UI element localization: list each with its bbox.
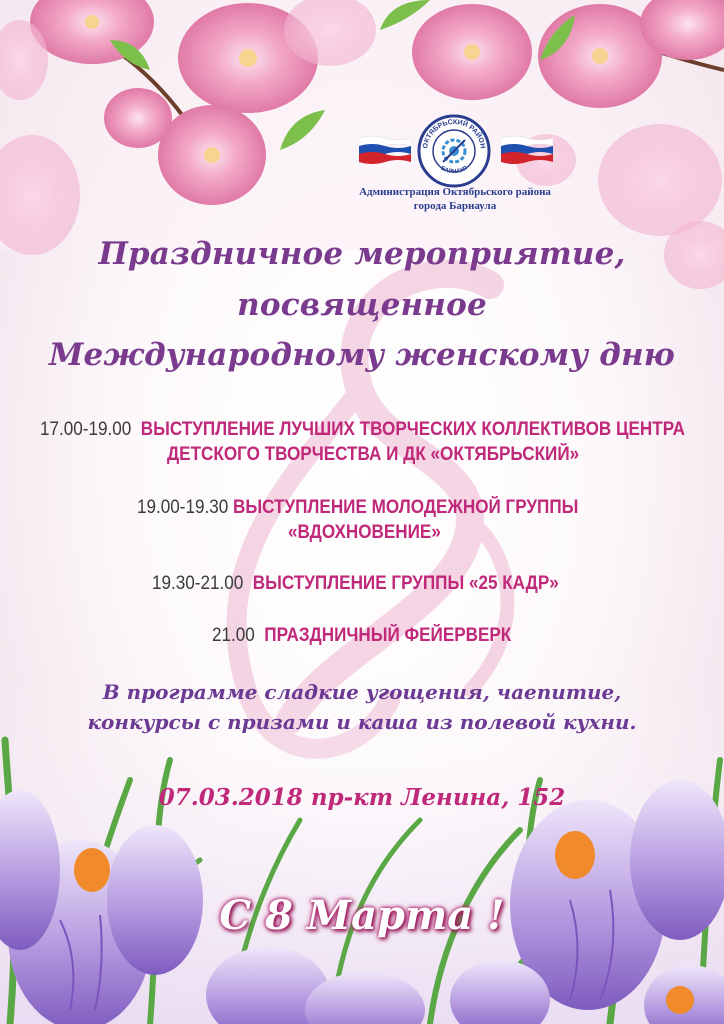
schedule-item-1 bbox=[40, 419, 685, 441]
schedule-activity: ПРАЗДНИЧНЫЙ ФЕЙЕРВЕРК bbox=[264, 625, 512, 646]
schedule-time: 17.00-19.00 bbox=[40, 419, 132, 440]
emblem-text-bottom: БАРНАУЛ bbox=[439, 165, 469, 176]
date-place: 07.03.2018 пр-кт Ленина, 152 bbox=[158, 784, 566, 811]
schedule-time: 19.30-21.00 bbox=[152, 573, 244, 594]
schedule-item-3 bbox=[152, 573, 559, 595]
schedule-time: 21.00 bbox=[212, 625, 255, 646]
program-note-line-2: конкурсы с призами и каша из полевой кухни. bbox=[87, 710, 637, 734]
headline-line-3: Международному женскому дню bbox=[48, 337, 676, 373]
schedule-activity: ВЫСТУПЛЕНИЕ МОЛОДЕЖНОЙ ГРУППЫ bbox=[233, 497, 579, 518]
schedule-activity: ВЫСТУПЛЕНИЕ ГРУППЫ «25 КАДР» bbox=[252, 573, 559, 594]
schedule-activity: ВЫСТУПЛЕНИЕ ЛУЧШИХ ТВОРЧЕСКИХ КОЛЛЕКТИВОВ ЦЕНТРА bbox=[140, 419, 685, 440]
schedule-activity-cont: ДЕТСКОГО ТВОРЧЕСТВА И ДК «ОКТЯБРЬСКИЙ» bbox=[167, 444, 580, 465]
schedule-activity-cont: «ВДОХНОВЕНИЕ» bbox=[288, 522, 441, 543]
schedule-item-4 bbox=[212, 625, 511, 647]
greeting-title: С 8 Марта ! bbox=[219, 892, 505, 939]
admin-line-2: города Барнаула bbox=[413, 200, 497, 212]
schedule-item-2 bbox=[137, 497, 578, 519]
schedule-item-2-cont bbox=[288, 522, 441, 544]
program-note-line-1: В программе сладкие угощения, чаепитие, bbox=[102, 680, 622, 704]
headline-line-1: Праздничное мероприятие, bbox=[98, 236, 626, 272]
emblem-text-top: ОКТЯБРЬСКИЙ РАЙОН bbox=[422, 118, 486, 150]
russian-flag-icon bbox=[501, 134, 553, 164]
schedule-time: 19.00-19.30 bbox=[137, 497, 229, 518]
russian-flag-icon bbox=[359, 134, 411, 164]
admin-line-1: Администрация Октябрьского района bbox=[359, 186, 551, 198]
district-logo bbox=[355, 112, 555, 212]
schedule-item-1-cont bbox=[167, 444, 579, 466]
district-emblem-icon bbox=[417, 114, 491, 188]
headline-line-2: посвященное bbox=[237, 287, 487, 323]
